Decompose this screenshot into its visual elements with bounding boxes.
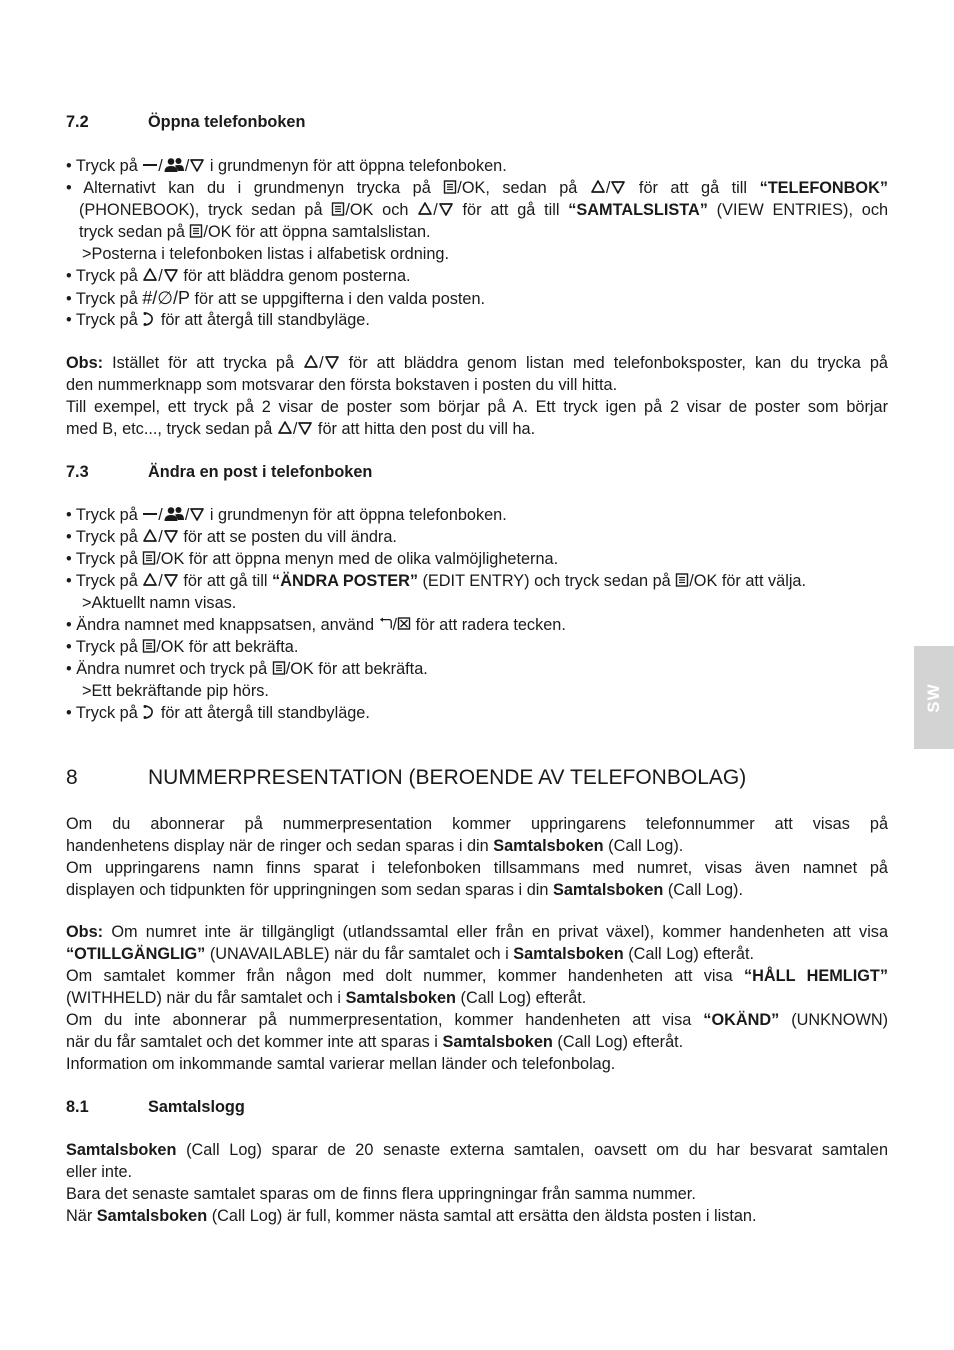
down-arrow-icon	[297, 420, 313, 436]
menu-ok-icon	[331, 201, 345, 217]
phonebook-key-icon	[163, 506, 185, 522]
up-arrow-icon	[303, 354, 319, 370]
menu-ok-icon	[443, 179, 457, 195]
section-8-1-body: Samtalsboken (Call Log) sparar de 20 senaste externa samtalen, oavsett om du har besvarat samtalen eller inte. Bara det senaste samtalet sparas om de finns flera uppringningar från samma nummer. När Samtalsboken (Call Log) är full, kommer nästa samtal att ersätta den äldsta posten i listan.	[66, 1141, 888, 1225]
section-number: 8	[66, 766, 78, 789]
section-7-3-steps	[66, 504, 888, 724]
menu-ok-icon	[675, 572, 689, 588]
section-7-2-heading	[66, 111, 888, 133]
language-tab-label: SW	[924, 682, 943, 713]
down-arrow-icon	[163, 267, 179, 283]
up-arrow-icon	[142, 528, 158, 544]
back-icon	[379, 616, 393, 632]
section-7-3-heading	[66, 461, 888, 483]
up-arrow-icon	[142, 572, 158, 588]
section-number: 7.2	[66, 113, 89, 131]
list-item: • Tryck på / / i grundmenyn för att öppna telefonboken.	[66, 506, 507, 524]
menu-ok-icon	[142, 638, 156, 654]
down-arrow-icon	[324, 354, 340, 370]
up-arrow-icon	[142, 267, 158, 283]
list-item-result: >Posterna i telefonboken listas i alfabetisk ordning.	[82, 245, 450, 263]
section-7-2-steps	[66, 155, 888, 331]
section-title: Samtalslogg	[148, 1098, 245, 1116]
section-title: Ändra en post i telefonboken	[148, 463, 373, 481]
section-title: Öppna telefonboken	[148, 113, 306, 131]
section-number: 8.1	[66, 1098, 89, 1116]
section-8-note: Obs: Om numret inte är tillgängligt (utlandssamtal eller från en privat växel), kommer handenheten att visa “OTILLGÄNGLIG” (UNAVAILABLE) när du får samtalet och i Samtalsboken (Call Log) efteråt. Om samtalet kommer från någon med dolt nummer, kommer handenheten att visa “HÅLL HEMLIGT” (WITHHELD) när du får samtalet och i Samtalsboken (Call Log) efteråt. Om du inte abonnerar på nummerpresentation, kommer handenheten att visa “OKÄND” (UNKNOWN) när du får samtalet och det kommer inte att sparas i Samtalsboken (Call Log) efteråt. Information om inkommande samtal varierar mellan länder och telefonbolag.	[66, 923, 889, 1073]
list-item-continued: tryck sedan på /OK för att öppna samtalslistan.	[79, 223, 431, 241]
section-8-1-heading	[66, 1096, 888, 1118]
list-item: • Tryck på /OK för att öppna menyn med de olika valmöjligheterna.	[66, 550, 559, 568]
list-item-result: >Ett bekräftande pip hörs.	[82, 682, 269, 700]
hash-mute-p-key-icon: #/∅/P	[142, 288, 190, 308]
section-8-heading	[66, 764, 888, 792]
dash-key-icon	[142, 506, 158, 522]
list-item: • Tryck på / för att bläddra genom posterna.	[66, 267, 411, 285]
hang-up-icon	[142, 311, 156, 327]
delete-key-icon	[397, 616, 411, 632]
list-item: • Tryck på / / i grundmenyn för att öppna telefonboken.	[66, 157, 507, 175]
hang-up-icon	[142, 704, 156, 720]
down-arrow-icon	[189, 506, 205, 522]
menu-ok-icon	[189, 223, 203, 239]
down-arrow-icon	[163, 572, 179, 588]
list-item: • Ändra namnet med knappsatsen, använd / för att radera tecken.	[66, 616, 566, 634]
list-item: • Tryck på / för att gå till “ÄNDRA POSTER” (EDIT ENTRY) och tryck sedan på /OK för att välja.	[66, 572, 807, 590]
dash-key-icon	[142, 157, 158, 173]
down-arrow-icon	[163, 528, 179, 544]
section-number: 7.3	[66, 463, 89, 481]
section-title: NUMMERPRESENTATION (BEROENDE AV TELEFONBOLAG)	[148, 766, 747, 789]
list-item: • Tryck på för att återgå till standbyläge.	[66, 704, 370, 722]
list-item-continued: (PHONEBOOK), tryck sedan på /OK och / för att gå till “SAMTALSLISTA” (VIEW ENTRIES), och	[79, 201, 889, 219]
list-item: • Tryck på för att återgå till standbyläge.	[66, 311, 370, 329]
list-item-result: >Aktuellt namn visas.	[82, 594, 237, 612]
list-item: • Tryck på #/∅/P för att se uppgifterna i den valda posten.	[66, 288, 486, 308]
section-8-intro: Om du abonnerar på nummerpresentation kommer uppringarens telefonnummer att visas på handenhetens display när de ringer och sedan sparas i din Samtalsboken (Call Log). Om uppringarens namn finns sparat i telefonboken tillsammans med numret, visas även namnet på displayen och tidpunkten för uppringningen som sedan sparas i din Samtalsboken (Call Log).	[66, 815, 888, 899]
menu-ok-icon	[272, 660, 286, 676]
section-7-2-note: Obs: Istället för att trycka på / för att bläddra genom listan med telefonboksposter, kan du trycka på den nummerknapp som motsvarar den första bokstaven i posten du vill hitta. Till exempel, ett tryck på 2 visar de poster som börjar på A. Ett tryck igen på 2 visar de poster som börjar med B, etc..., tryck sedan på / för att hitta den post du vill ha.	[66, 354, 888, 438]
down-arrow-icon	[189, 157, 205, 173]
up-arrow-icon	[417, 201, 433, 217]
down-arrow-icon	[438, 201, 454, 217]
menu-ok-icon	[142, 550, 156, 566]
phonebook-key-icon	[163, 157, 185, 173]
up-arrow-icon	[590, 179, 606, 195]
down-arrow-icon	[610, 179, 626, 195]
language-tab	[914, 646, 954, 749]
list-item: • Tryck på /OK för att bekräfta.	[66, 638, 299, 656]
list-item: • Tryck på / för att se posten du vill ändra.	[66, 528, 397, 546]
list-item: • Ändra numret och tryck på /OK för att bekräfta.	[66, 660, 428, 678]
up-arrow-icon	[277, 420, 293, 436]
list-item: • Alternativt kan du i grundmenyn trycka på /OK, sedan på / för att gå till “TELEFONBOK”	[66, 179, 888, 197]
